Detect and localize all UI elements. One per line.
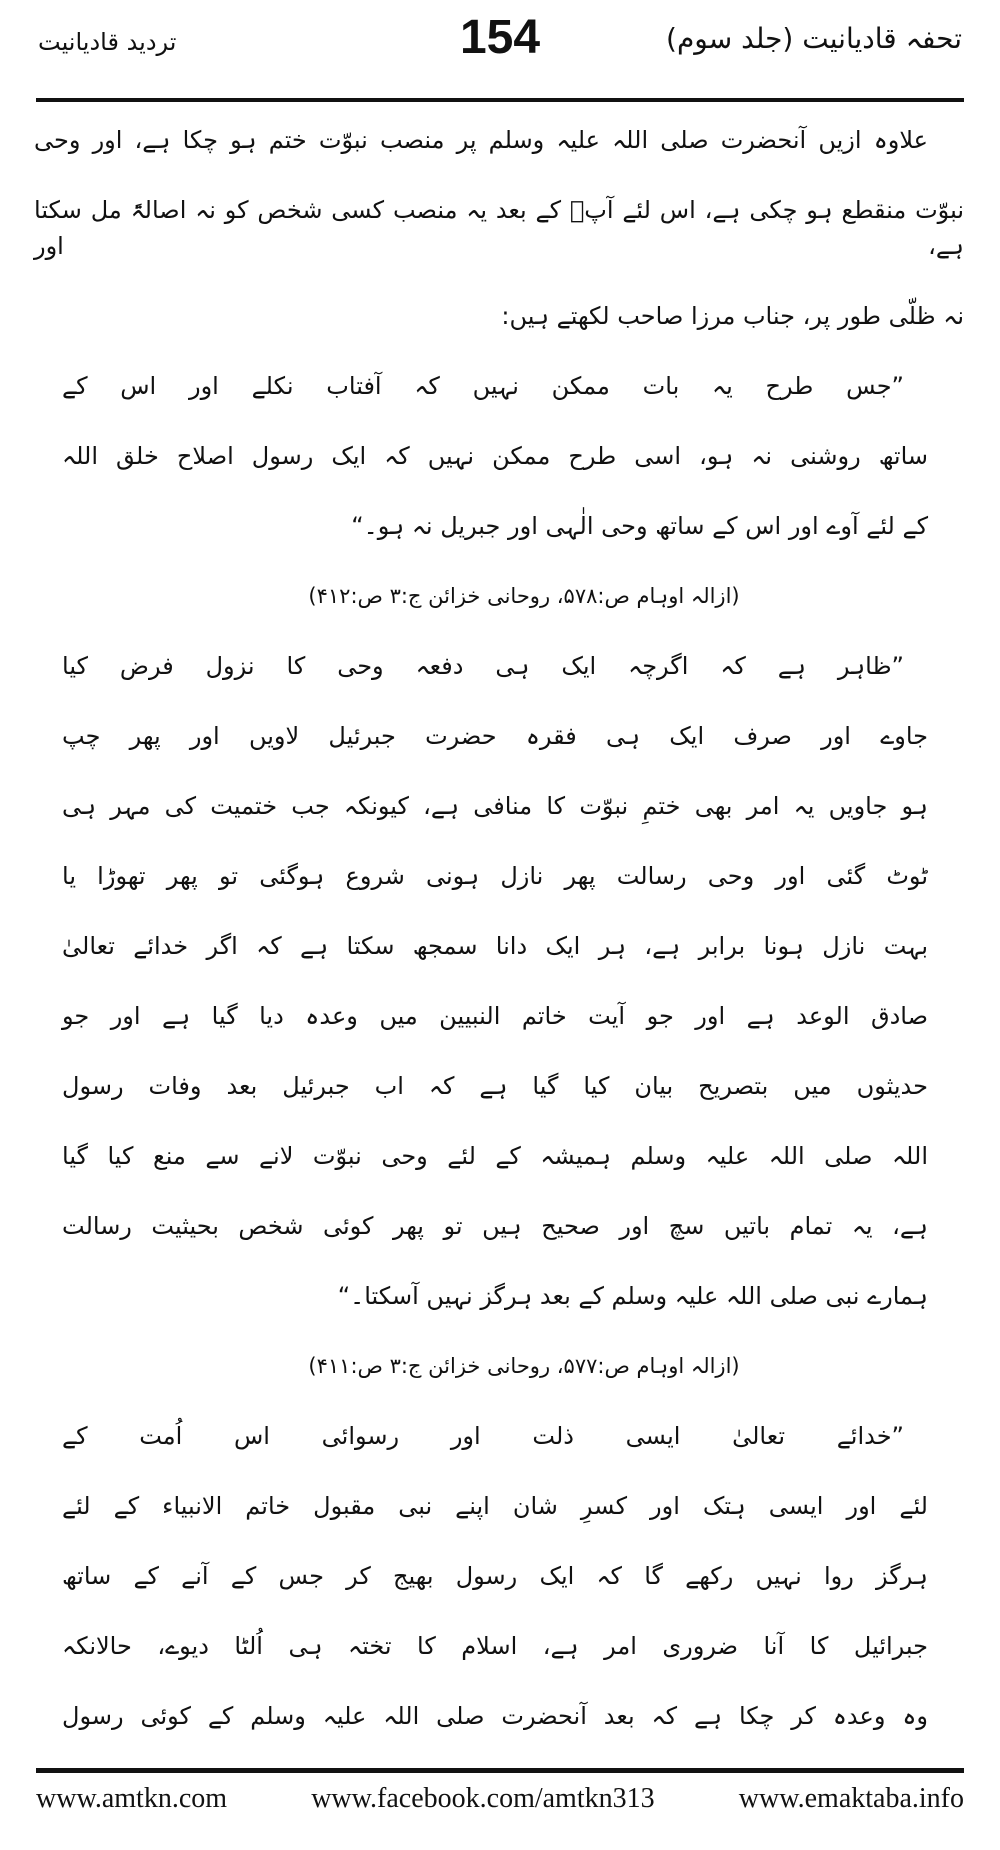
quote3-line: جبرائیل کا آنا ضروری امر ہے، اسلام کا تختہ ہی اُلٹا دیوے، حالانکہ bbox=[62, 1632, 928, 1660]
quote1-line: کے لئے آوے اور اس کے ساتھ وحی الٰہی اور جبریل نہ ہو۔“ bbox=[351, 512, 928, 540]
quote2-line: ”ظاہر ہے کہ اگرچہ ایک ہی دفعہ وحی کا نزول فرض کیا bbox=[62, 652, 904, 680]
quote2-line: ہے، یہ تمام باتیں سچ اور صحیح ہیں تو پھر کوئی شخص بحیثیت رسالت bbox=[62, 1212, 928, 1240]
page-number: 154 bbox=[459, 11, 541, 64]
book-title: تحفہ قادیانیت (جلد سوم) bbox=[666, 22, 962, 55]
quote3-line: وہ وعدہ کر چکا ہے کہ بعد آنحضرت صلی اللہ علیہ وسلم کے کوئی رسول bbox=[62, 1702, 928, 1730]
footer bbox=[36, 1783, 964, 1815]
quote2-line: ٹوٹ گئی اور وحی رسالت پھر نازل ہونی شروع ہوگئی تو پھر تھوڑا یا bbox=[62, 862, 928, 890]
section-title: تردید قادیانیت bbox=[38, 28, 177, 56]
quote3-line: ”خدائے تعالیٰ ایسی ذلت اور رسوائی اس اُمت کے bbox=[62, 1422, 904, 1450]
footer-link-emaktaba[interactable]: www.emaktaba.info bbox=[738, 1783, 964, 1814]
quote1-line: ”جس طرح یہ بات ممکن نہیں کہ آفتاب نکلے اور اس کے bbox=[62, 372, 904, 400]
footer-link-facebook[interactable]: www.facebook.com/amtkn313 bbox=[311, 1783, 655, 1814]
quote2-line: ہمارے نبی صلی اللہ علیہ وسلم کے بعد ہرگز نہیں آسکتا۔“ bbox=[337, 1282, 928, 1310]
quote2-line: بہت نازل ہونا برابر ہے، ہر ایک دانا سمجھ سکتا ہے کہ اگر خدائے تعالیٰ bbox=[62, 932, 928, 960]
quote3-line: ہرگز روا نہیں رکھے گا کہ ایک رسول بھیج کر جس کے آنے کے ساتھ bbox=[62, 1562, 928, 1590]
footer-link-amtkn[interactable]: www.amtkn.com bbox=[36, 1783, 228, 1814]
quote2-line: اللہ صلی اللہ علیہ وسلم ہمیشہ کے لئے وحی نبوّت لانے سے منع کیا گیا bbox=[62, 1142, 928, 1170]
intro-line: علاوہ ازیں آنحضرت صلی اللہ علیہ وسلم پر منصب نبوّت ختم ہو چکا ہے، اور وحی bbox=[34, 126, 928, 154]
intro-line: نبوّت منقطع ہو چکی ہے، اس لئے آپؐ کے بعد یہ منصب کسی شخص کو نہ اصالۃً مل سکتا ہے، اور bbox=[34, 196, 964, 260]
reference-citation: (ازالہ اوہام ص:۵۷۷، روحانی خزائن ج:۳ ص:۴۱۱) bbox=[308, 1354, 740, 1378]
intro-line: نہ ظلّی طور پر، جناب مرزا صاحب لکھتے ہیں: bbox=[501, 302, 964, 330]
quote2-line: جاوے اور صرف ایک ہی فقرہ حضرت جبرئیل لاویں اور پھر چپ bbox=[62, 722, 928, 750]
quote2-line: صادق الوعد ہے اور جو آیت خاتم النبیین میں وعدہ دیا گیا ہے اور جو bbox=[62, 1002, 928, 1030]
reference-citation: (ازالہ اوہام ص:۵۷۸، روحانی خزائن ج:۳ ص:۴۱۲) bbox=[308, 584, 740, 608]
quote2-line: ہو جاویں یہ امر بھی ختمِ نبوّت کا منافی ہے، کیونکہ جب ختمیت کی مہر ہی bbox=[62, 792, 928, 820]
footer-rule bbox=[36, 1768, 964, 1773]
quote2-line: حدیثوں میں بتصریح بیان کیا گیا ہے کہ اب جبرئیل بعد وفات رسول bbox=[62, 1072, 928, 1100]
quote1-line: ساتھ روشنی نہ ہو، اسی طرح ممکن نہیں کہ ایک رسول اصلاح خلق اللہ bbox=[62, 442, 928, 470]
quote3-line: لئے اور ایسی ہتک اور کسرِ شان اپنے نبی مقبول خاتم الانبیاء کے لئے bbox=[62, 1492, 928, 1520]
